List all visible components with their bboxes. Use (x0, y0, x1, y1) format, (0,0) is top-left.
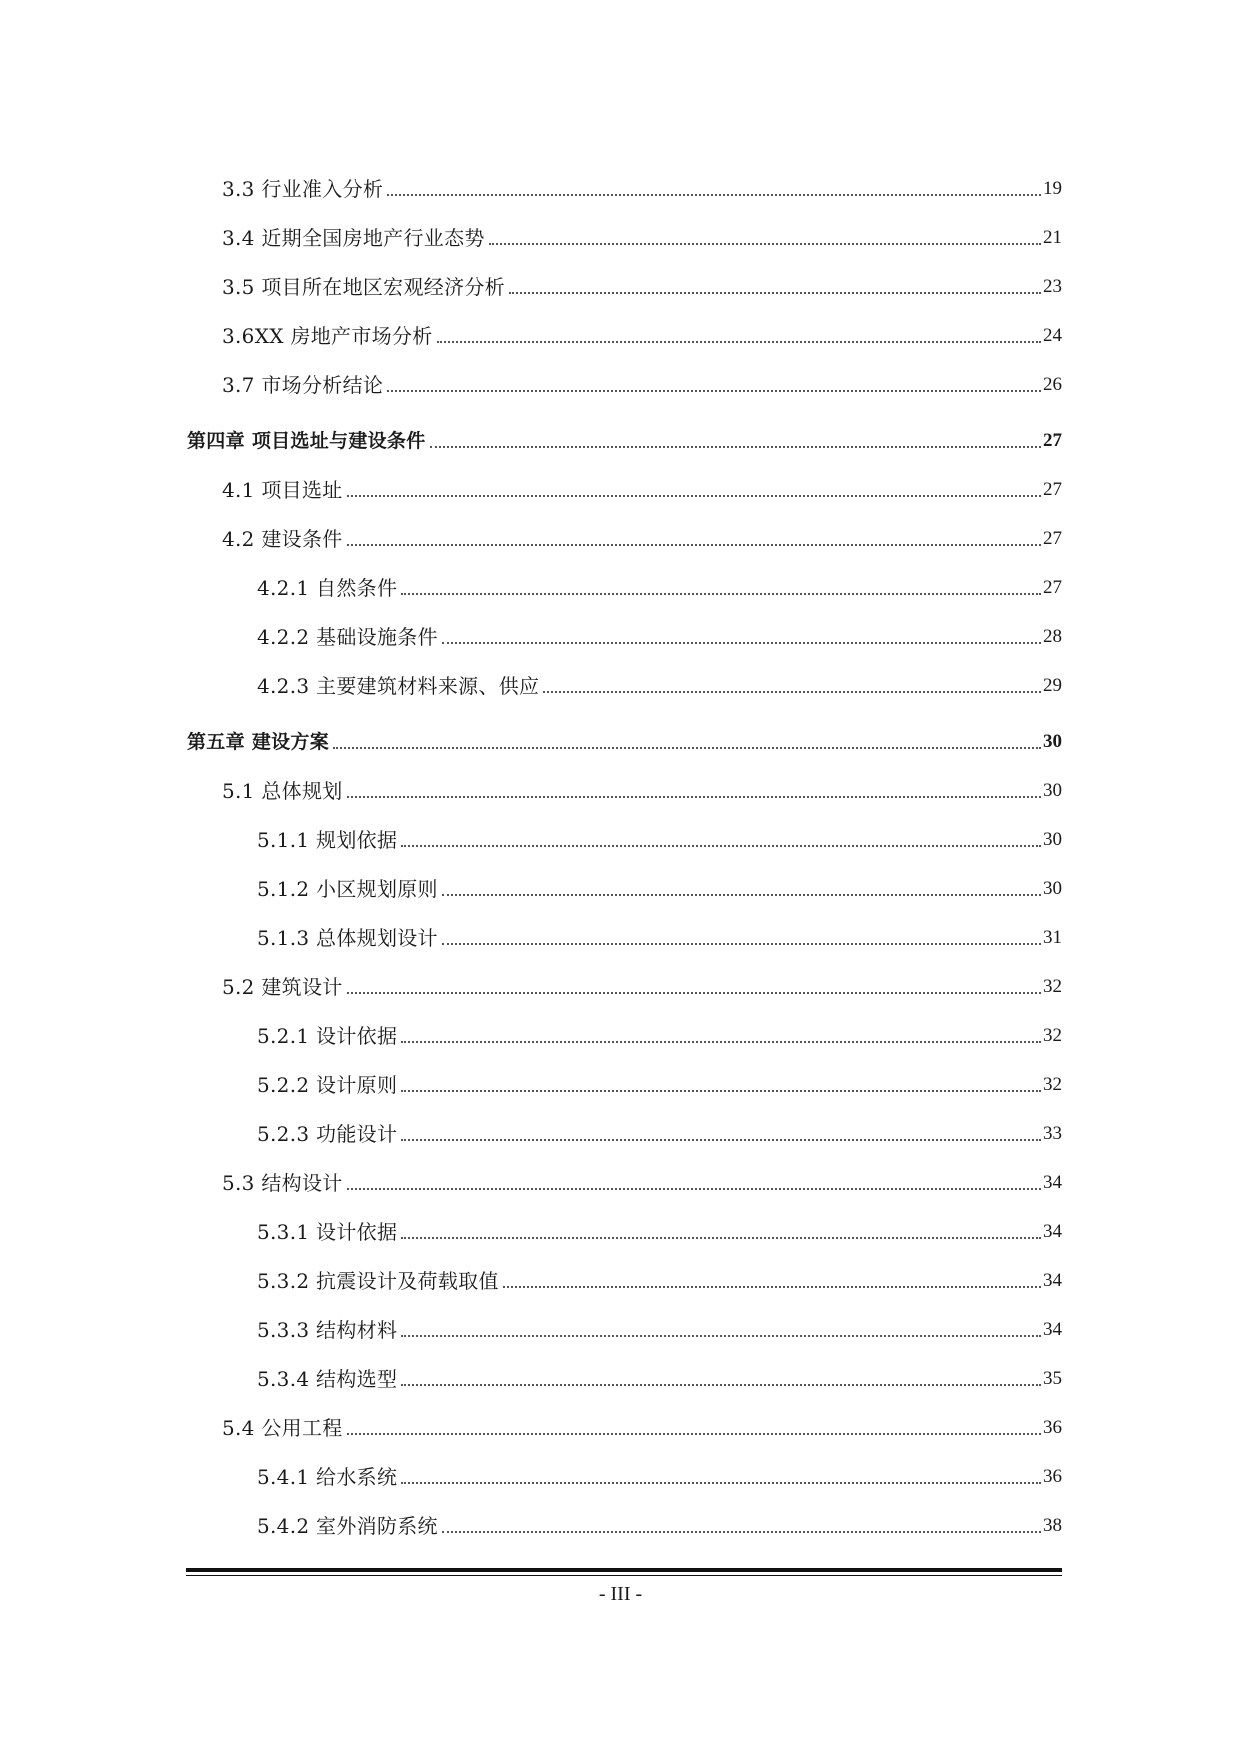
toc-subsection-entry[interactable] (187, 1197, 1062, 1246)
toc-dot-leader (387, 166, 1041, 196)
toc-entry-title: 4.2.1 自然条件 (257, 576, 398, 600)
toc-entry-title: 5.4.1 给水系统 (257, 1465, 398, 1489)
toc-dot-leader (347, 1160, 1041, 1190)
toc-entry-page: 30 (1043, 878, 1062, 899)
footer-rule (186, 1568, 1062, 1572)
toc-dot-leader (442, 915, 1041, 945)
toc-entry-page: 23 (1043, 276, 1062, 297)
toc-entry-title: 3.4 近期全国房地产行业态势 (222, 226, 485, 250)
toc-entry-title: 3.3 行业准入分析 (222, 177, 384, 201)
toc-entry-title: 5.2 建筑设计 (222, 975, 343, 999)
toc-subsection-entry[interactable] (187, 1295, 1062, 1344)
toc-entry-page: 27 (1043, 528, 1062, 549)
toc-entry-page: 34 (1043, 1172, 1062, 1193)
toc-dot-leader (442, 866, 1041, 896)
toc-entry-page: 31 (1043, 927, 1062, 948)
toc-dot-leader (401, 1307, 1041, 1337)
toc-section-entry[interactable] (187, 1393, 1062, 1442)
toc-dot-leader (347, 964, 1041, 994)
toc-entry-page: 21 (1043, 227, 1062, 248)
toc-subsection-entry[interactable] (187, 1050, 1062, 1099)
toc-dot-leader (387, 362, 1041, 392)
toc-entry-page: 34 (1043, 1319, 1062, 1340)
toc-dot-leader (543, 663, 1041, 693)
toc-subsection-entry[interactable] (187, 553, 1062, 602)
toc-entry-title: 5.3.3 结构材料 (257, 1318, 398, 1342)
toc-entry-title: 5.2.3 功能设计 (257, 1122, 398, 1146)
toc-dot-leader (442, 1503, 1041, 1533)
toc-dot-leader (437, 313, 1041, 343)
toc-entry-page: 29 (1043, 675, 1062, 696)
toc-entry-title: 5.4 公用工程 (222, 1416, 343, 1440)
toc-subsection-entry[interactable] (187, 1491, 1062, 1540)
toc-entry-page: 28 (1043, 626, 1062, 647)
toc-entry-title: 5.3.1 设计依据 (257, 1220, 398, 1244)
toc-entry-page: 34 (1043, 1270, 1062, 1291)
toc-entry-page: 33 (1043, 1123, 1062, 1144)
toc-dot-leader (401, 565, 1041, 595)
toc-section-entry[interactable] (187, 1148, 1062, 1197)
toc-entry-title: 5.3.4 结构选型 (257, 1367, 398, 1391)
toc-entry-title: 5.1.2 小区规划原则 (257, 877, 438, 901)
toc-entry-page: 30 (1043, 731, 1062, 752)
toc-section-entry[interactable] (187, 455, 1062, 504)
toc-entry-title: 5.3.2 抗震设计及荷载取值 (257, 1269, 499, 1293)
toc-entry-title: 第五章 建设方案 (187, 731, 330, 753)
toc-entry-page: 38 (1043, 1515, 1062, 1536)
toc-entry-title: 5.1.1 规划依据 (257, 828, 398, 852)
toc-entry-title: 5.1 总体规划 (222, 779, 343, 803)
toc-entry-title: 第四章 项目选址与建设条件 (187, 430, 426, 452)
toc-entry-page: 32 (1043, 976, 1062, 997)
toc-dot-leader (401, 817, 1041, 847)
toc-entry-page: 24 (1043, 325, 1062, 346)
toc-subsection-entry[interactable] (187, 903, 1062, 952)
toc-dot-leader (347, 467, 1041, 497)
toc-dot-leader (489, 215, 1041, 245)
toc-dot-leader (347, 516, 1041, 546)
toc-entry-page: 32 (1043, 1074, 1062, 1095)
toc-entry-page: 26 (1043, 374, 1062, 395)
toc-entry-title: 5.1.3 总体规划设计 (257, 926, 438, 950)
toc-entry-page: 36 (1043, 1466, 1062, 1487)
toc-subsection-entry[interactable] (187, 1001, 1062, 1050)
toc-dot-leader (509, 264, 1041, 294)
toc-dot-leader (333, 719, 1041, 749)
toc-section-entry[interactable] (187, 252, 1062, 301)
toc-subsection-entry[interactable] (187, 1344, 1062, 1393)
toc-entry-title: 5.3 结构设计 (222, 1171, 343, 1195)
toc-entry-page: 27 (1043, 430, 1062, 451)
toc-entry-page: 34 (1043, 1221, 1062, 1242)
toc-dot-leader (347, 768, 1041, 798)
toc-subsection-entry[interactable] (187, 854, 1062, 903)
toc-section-entry[interactable] (187, 154, 1062, 203)
toc-chapter-entry[interactable] (187, 399, 1062, 455)
toc-entry-title: 4.2 建设条件 (222, 527, 343, 551)
toc-dot-leader (401, 1013, 1041, 1043)
toc-dot-leader (442, 614, 1041, 644)
toc-dot-leader (503, 1258, 1041, 1288)
toc-subsection-entry[interactable] (187, 1099, 1062, 1148)
toc-dot-leader (401, 1454, 1041, 1484)
toc-subsection-entry[interactable] (187, 651, 1062, 700)
footer-rule-thin (186, 1575, 1062, 1576)
toc-subsection-entry[interactable] (187, 1246, 1062, 1295)
toc-dot-leader (401, 1062, 1041, 1092)
table-of-contents (187, 154, 1062, 1540)
toc-entry-page: 30 (1043, 829, 1062, 850)
toc-entry-page: 19 (1043, 178, 1062, 199)
toc-entry-page: 27 (1043, 577, 1062, 598)
toc-entry-page: 36 (1043, 1417, 1062, 1438)
toc-entry-title: 3.6XX 房地产市场分析 (222, 324, 433, 348)
toc-section-entry[interactable] (187, 350, 1062, 399)
toc-chapter-entry[interactable] (187, 700, 1062, 756)
toc-entry-page: 27 (1043, 479, 1062, 500)
page-number: - III - (598, 1583, 643, 1605)
toc-dot-leader (347, 1405, 1041, 1435)
toc-entry-title: 5.4.2 室外消防系统 (257, 1514, 438, 1538)
toc-dot-leader (401, 1356, 1041, 1386)
toc-section-entry[interactable] (187, 203, 1062, 252)
toc-dot-leader (430, 418, 1041, 448)
toc-entry-title: 3.5 项目所在地区宏观经济分析 (222, 275, 505, 299)
toc-subsection-entry[interactable] (187, 1442, 1062, 1491)
toc-entry-page: 30 (1043, 780, 1062, 801)
toc-section-entry[interactable] (187, 301, 1062, 350)
toc-section-entry[interactable] (187, 756, 1062, 805)
toc-dot-leader (401, 1209, 1041, 1239)
toc-entry-title: 4.2.3 主要建筑材料来源、供应 (257, 674, 540, 698)
toc-subsection-entry[interactable] (187, 602, 1062, 651)
toc-entry-page: 35 (1043, 1368, 1062, 1389)
toc-entry-title: 4.1 项目选址 (222, 478, 343, 502)
toc-entry-title: 5.2.1 设计依据 (257, 1024, 398, 1048)
toc-dot-leader (401, 1111, 1041, 1141)
toc-entry-page: 32 (1043, 1025, 1062, 1046)
toc-subsection-entry[interactable] (187, 805, 1062, 854)
toc-section-entry[interactable] (187, 504, 1062, 553)
toc-entry-title: 5.2.2 设计原则 (257, 1073, 398, 1097)
toc-entry-title: 4.2.2 基础设施条件 (257, 625, 438, 649)
toc-entry-title: 3.7 市场分析结论 (222, 373, 384, 397)
toc-section-entry[interactable] (187, 952, 1062, 1001)
